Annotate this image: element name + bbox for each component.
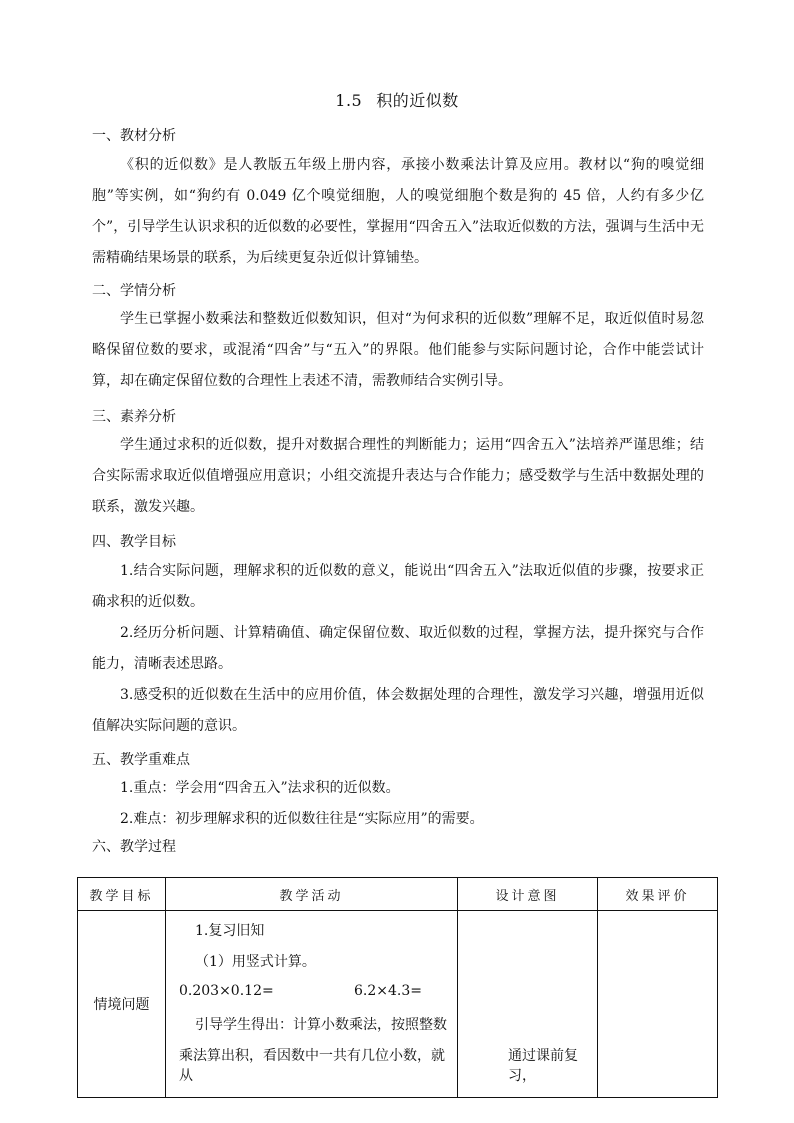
table-row: [78, 911, 718, 1098]
activity-calc-b: 6.2×4.3=: [354, 983, 422, 999]
activity-line-guide: 引导学生得出：计算小数乘法，按照整数: [195, 1017, 447, 1033]
activity-line-vertical-calc: （1）用竖式计算。: [195, 954, 316, 970]
activity-line-review: 1.复习旧知: [195, 923, 265, 939]
cell-activity: [166, 911, 458, 1098]
section-heading-key-points: 五、教学重难点: [92, 752, 190, 768]
teaching-goal-1: 1.结合实际问题，理解求积的近似数的意义，能说出“四舍五入”法取近似值的步骤，按要求正确求积的近似数。: [92, 563, 704, 610]
header-design-intent: 设计意图: [458, 878, 598, 911]
paragraph-student-analysis: 学生已掌握小数乘法和整数近似数知识，但对“为何求积的近似数”理解不足，取近似值时易忽略保留位数的要求，或混淆“四舍”与“五入”的界限。他们能参与实际问题讨论，合作中能尝试计算，却在确定保留位数的合理性上表述不清，需教师结合实例引导。: [92, 311, 704, 389]
teaching-goal-2: 2.经历分析问题、计算精确值、确定保留位数、取近似数的过程，掌握方法，提升探究与合作能力，清晰表述思路。: [92, 625, 704, 672]
teaching-goal-3: 3.感受积的近似数在生活中的应用价值，体会数据处理的合理性，激发学习兴趣，增强用近似值解决实际问题的意识。: [92, 687, 704, 734]
section-heading-literacy-analysis: 三、素养分析: [92, 409, 176, 425]
document-title: [0, 88, 794, 111]
cell-intent: [458, 911, 598, 1098]
paragraph-literacy-analysis: 学生通过求积的近似数，提升对数据合理性的判断能力；运用“四舍五入”法培养严谨思维；结合实际需求取近似值增强应用意识；小组交流提升表达与合作能力；感受数学与生活中数据处理的联系，激发兴趣。: [92, 437, 704, 515]
key-point: 1.重点：学会用“四舍五入”法求积的近似数。: [120, 780, 400, 796]
section-heading-textbook-analysis: 一、教材分析: [92, 128, 176, 144]
activity-line-continue: 乘法算出积，看因数中一共有几位小数，就从: [179, 1048, 445, 1084]
section-heading-teaching-goals: 四、教学目标: [92, 534, 176, 550]
table-header-row: [78, 878, 718, 911]
title-number: 1.5: [335, 91, 363, 110]
cell-goal: 情境问题: [78, 911, 166, 1098]
title-text: 积的近似数: [376, 91, 459, 110]
section-heading-student-analysis: 二、学情分析: [92, 283, 176, 299]
difficult-point: 2.难点：初步理解求积的近似数往往是“实际应用”的需要。: [120, 811, 484, 827]
activity-calc-a: 0.203×0.12=: [179, 983, 274, 999]
header-teaching-activity: 教学活动: [166, 878, 458, 911]
header-effect-evaluation: 效果评价: [598, 878, 718, 911]
header-teaching-goal: 教学目标: [78, 878, 166, 911]
paragraph-textbook-analysis: 《积的近似数》是人教版五年级上册内容，承接小数乘法计算及应用。教材以“狗的嗅觉细胞”等实例，如“狗约有 0.049 亿个嗅觉细胞，人的嗅觉细胞个数是狗的 45 倍，人约有多少亿个”，引导学生认识求积的近似数的必要性，掌握用“四舍五入”法取近似数的方法，强调与生活中无需精确结果场景的联系，为后续更复杂近似计算铺垫。: [92, 157, 704, 266]
cell-evaluation: [598, 911, 718, 1098]
teaching-process-table: [77, 877, 718, 1098]
section-heading-teaching-process: 六、教学过程: [92, 839, 176, 855]
intent-text: 通过课前复习，: [508, 1048, 578, 1084]
